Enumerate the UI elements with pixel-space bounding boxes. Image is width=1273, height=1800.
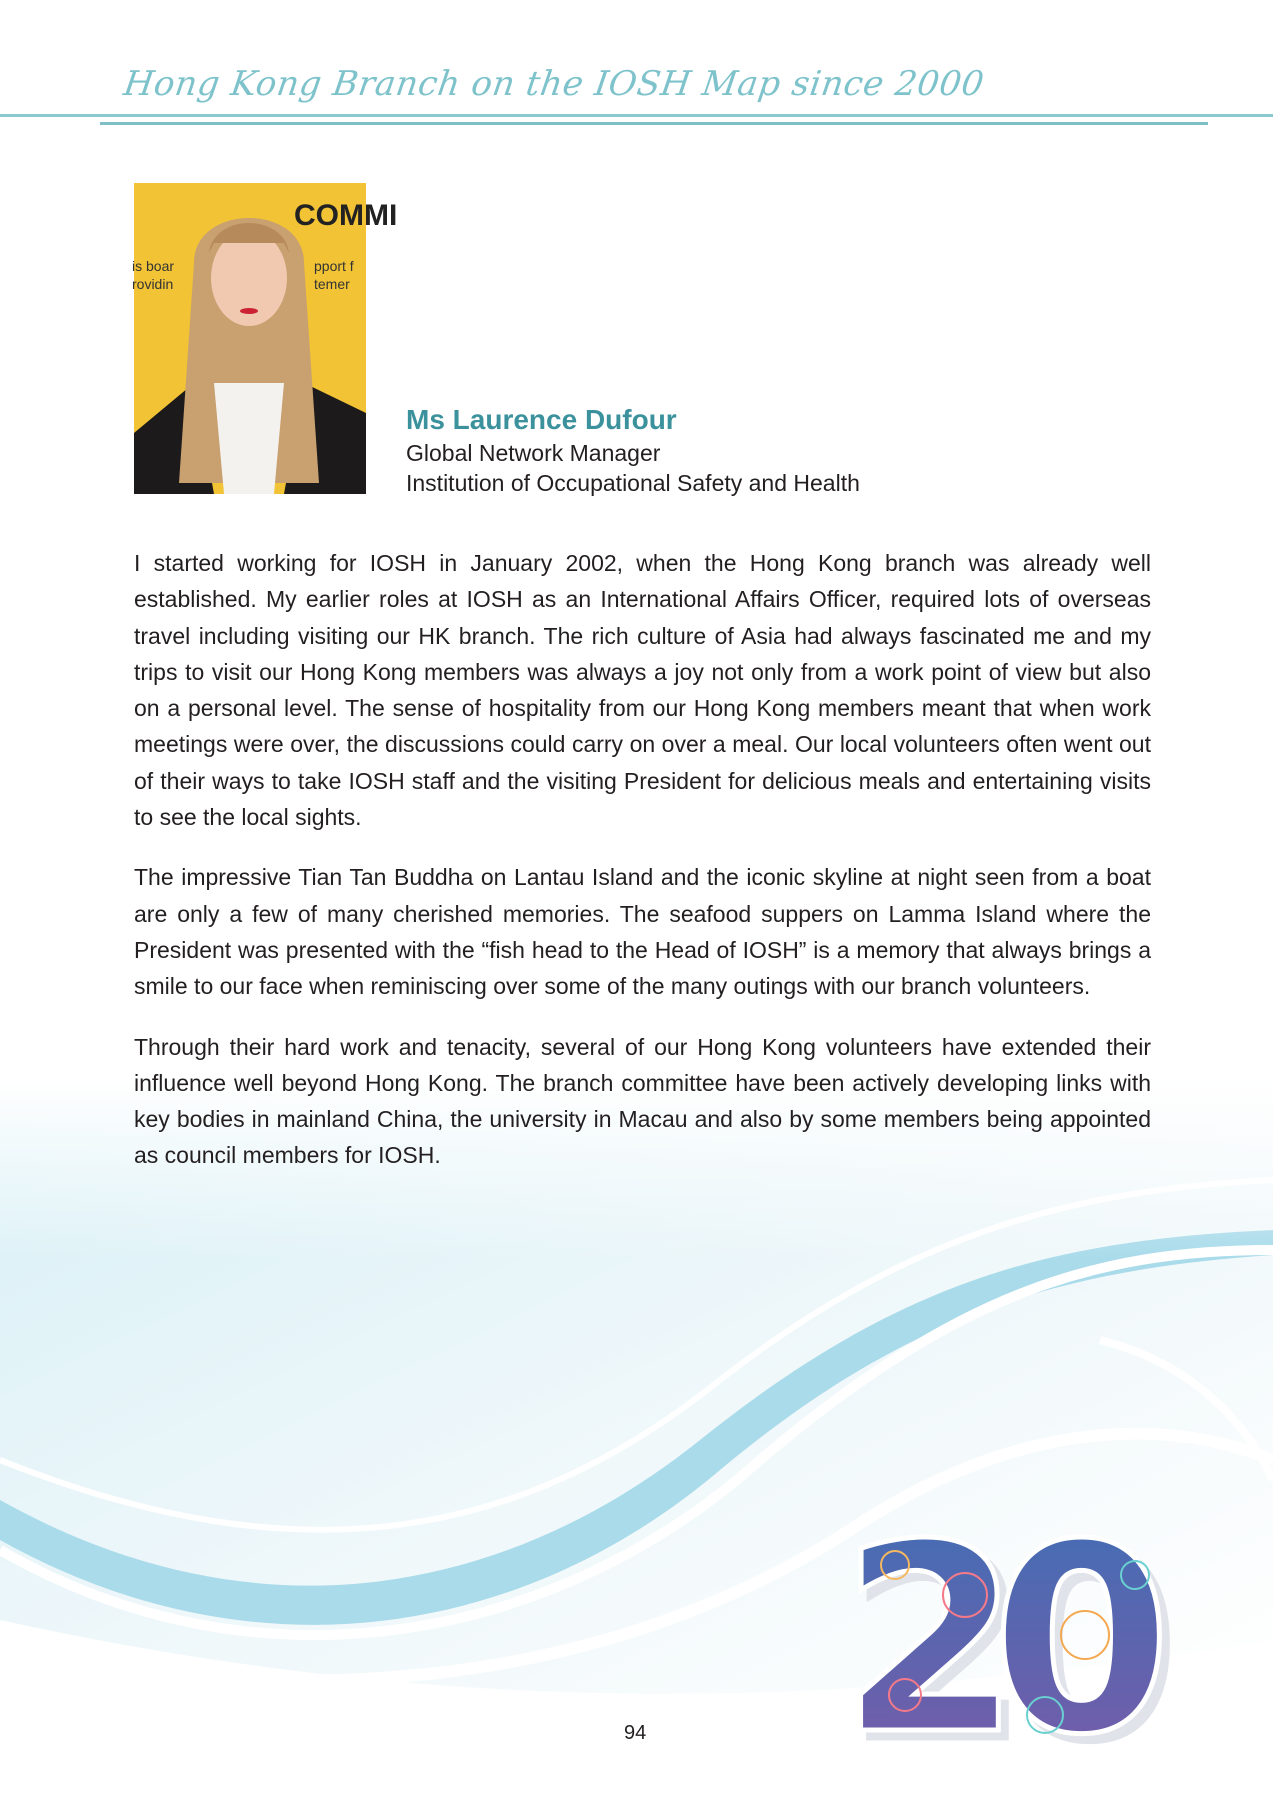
body-paragraph: Through their hard work and tenacity, several of our Hong Kong volunteers have extended their influence well beyond Hong Kong. The branch committee have been actively developing links with key bodies in mainland China, the university in Macau and also by some members being appointed as council members for IOSH. xyxy=(134,1033,1151,1169)
backdrop-text: temer xyxy=(314,276,350,292)
header-rule xyxy=(0,114,1273,117)
profile-photo xyxy=(132,183,398,494)
profile-name: Ms Laurence Dufour xyxy=(406,404,677,435)
body-paragraph: I started working for IOSH in January 2002, when the Hong Kong branch was already well established. My earlier roles at IOSH as an International Affairs Officer, required lots of overseas travel including visiting our HK branch. The rich culture of Asia had always fascinated me and my trips to visit our Hong Kong members was always a joy not only from a work point of view but also on a personal level. The sense of hospitality from our Hong Kong members meant that when work meetings were over, the discussions could carry on over a meal. Our local volunteers often went out of their ways to take IOSH staff and the visiting President for delicious meals and entertaining visits to see the local sights. xyxy=(134,550,1151,831)
anniversary-20-logo xyxy=(835,1490,1215,1792)
profile-role: Global Network Manager xyxy=(406,440,661,466)
backdrop-text: rovidin xyxy=(132,276,174,292)
page-number: 94 xyxy=(624,1722,647,1744)
article-body xyxy=(134,545,1151,1198)
backdrop-text: is boar xyxy=(132,258,175,274)
header-rule-inner xyxy=(100,122,1208,125)
profile-organisation: Institution of Occupational Safety and Health xyxy=(406,470,860,496)
logo-20: 20 xyxy=(840,1490,1142,1792)
backdrop-text: pport f xyxy=(314,258,354,274)
backdrop-text: COMMI xyxy=(294,199,398,232)
page-header-title: Hong Kong Branch on the IOSH Map since 2000 xyxy=(121,64,987,104)
body-paragraph: The impressive Tian Tan Buddha on Lantau Island and the iconic skyline at night seen from a boat are only a few of many cherished memories. The seafood suppers on Lamma Island where the President was presented with the “fish head to the Head of IOSH” is a memory that always brings a smile to our face when reminiscing over some of the many outings with our branch volunteers. xyxy=(134,864,1151,1000)
